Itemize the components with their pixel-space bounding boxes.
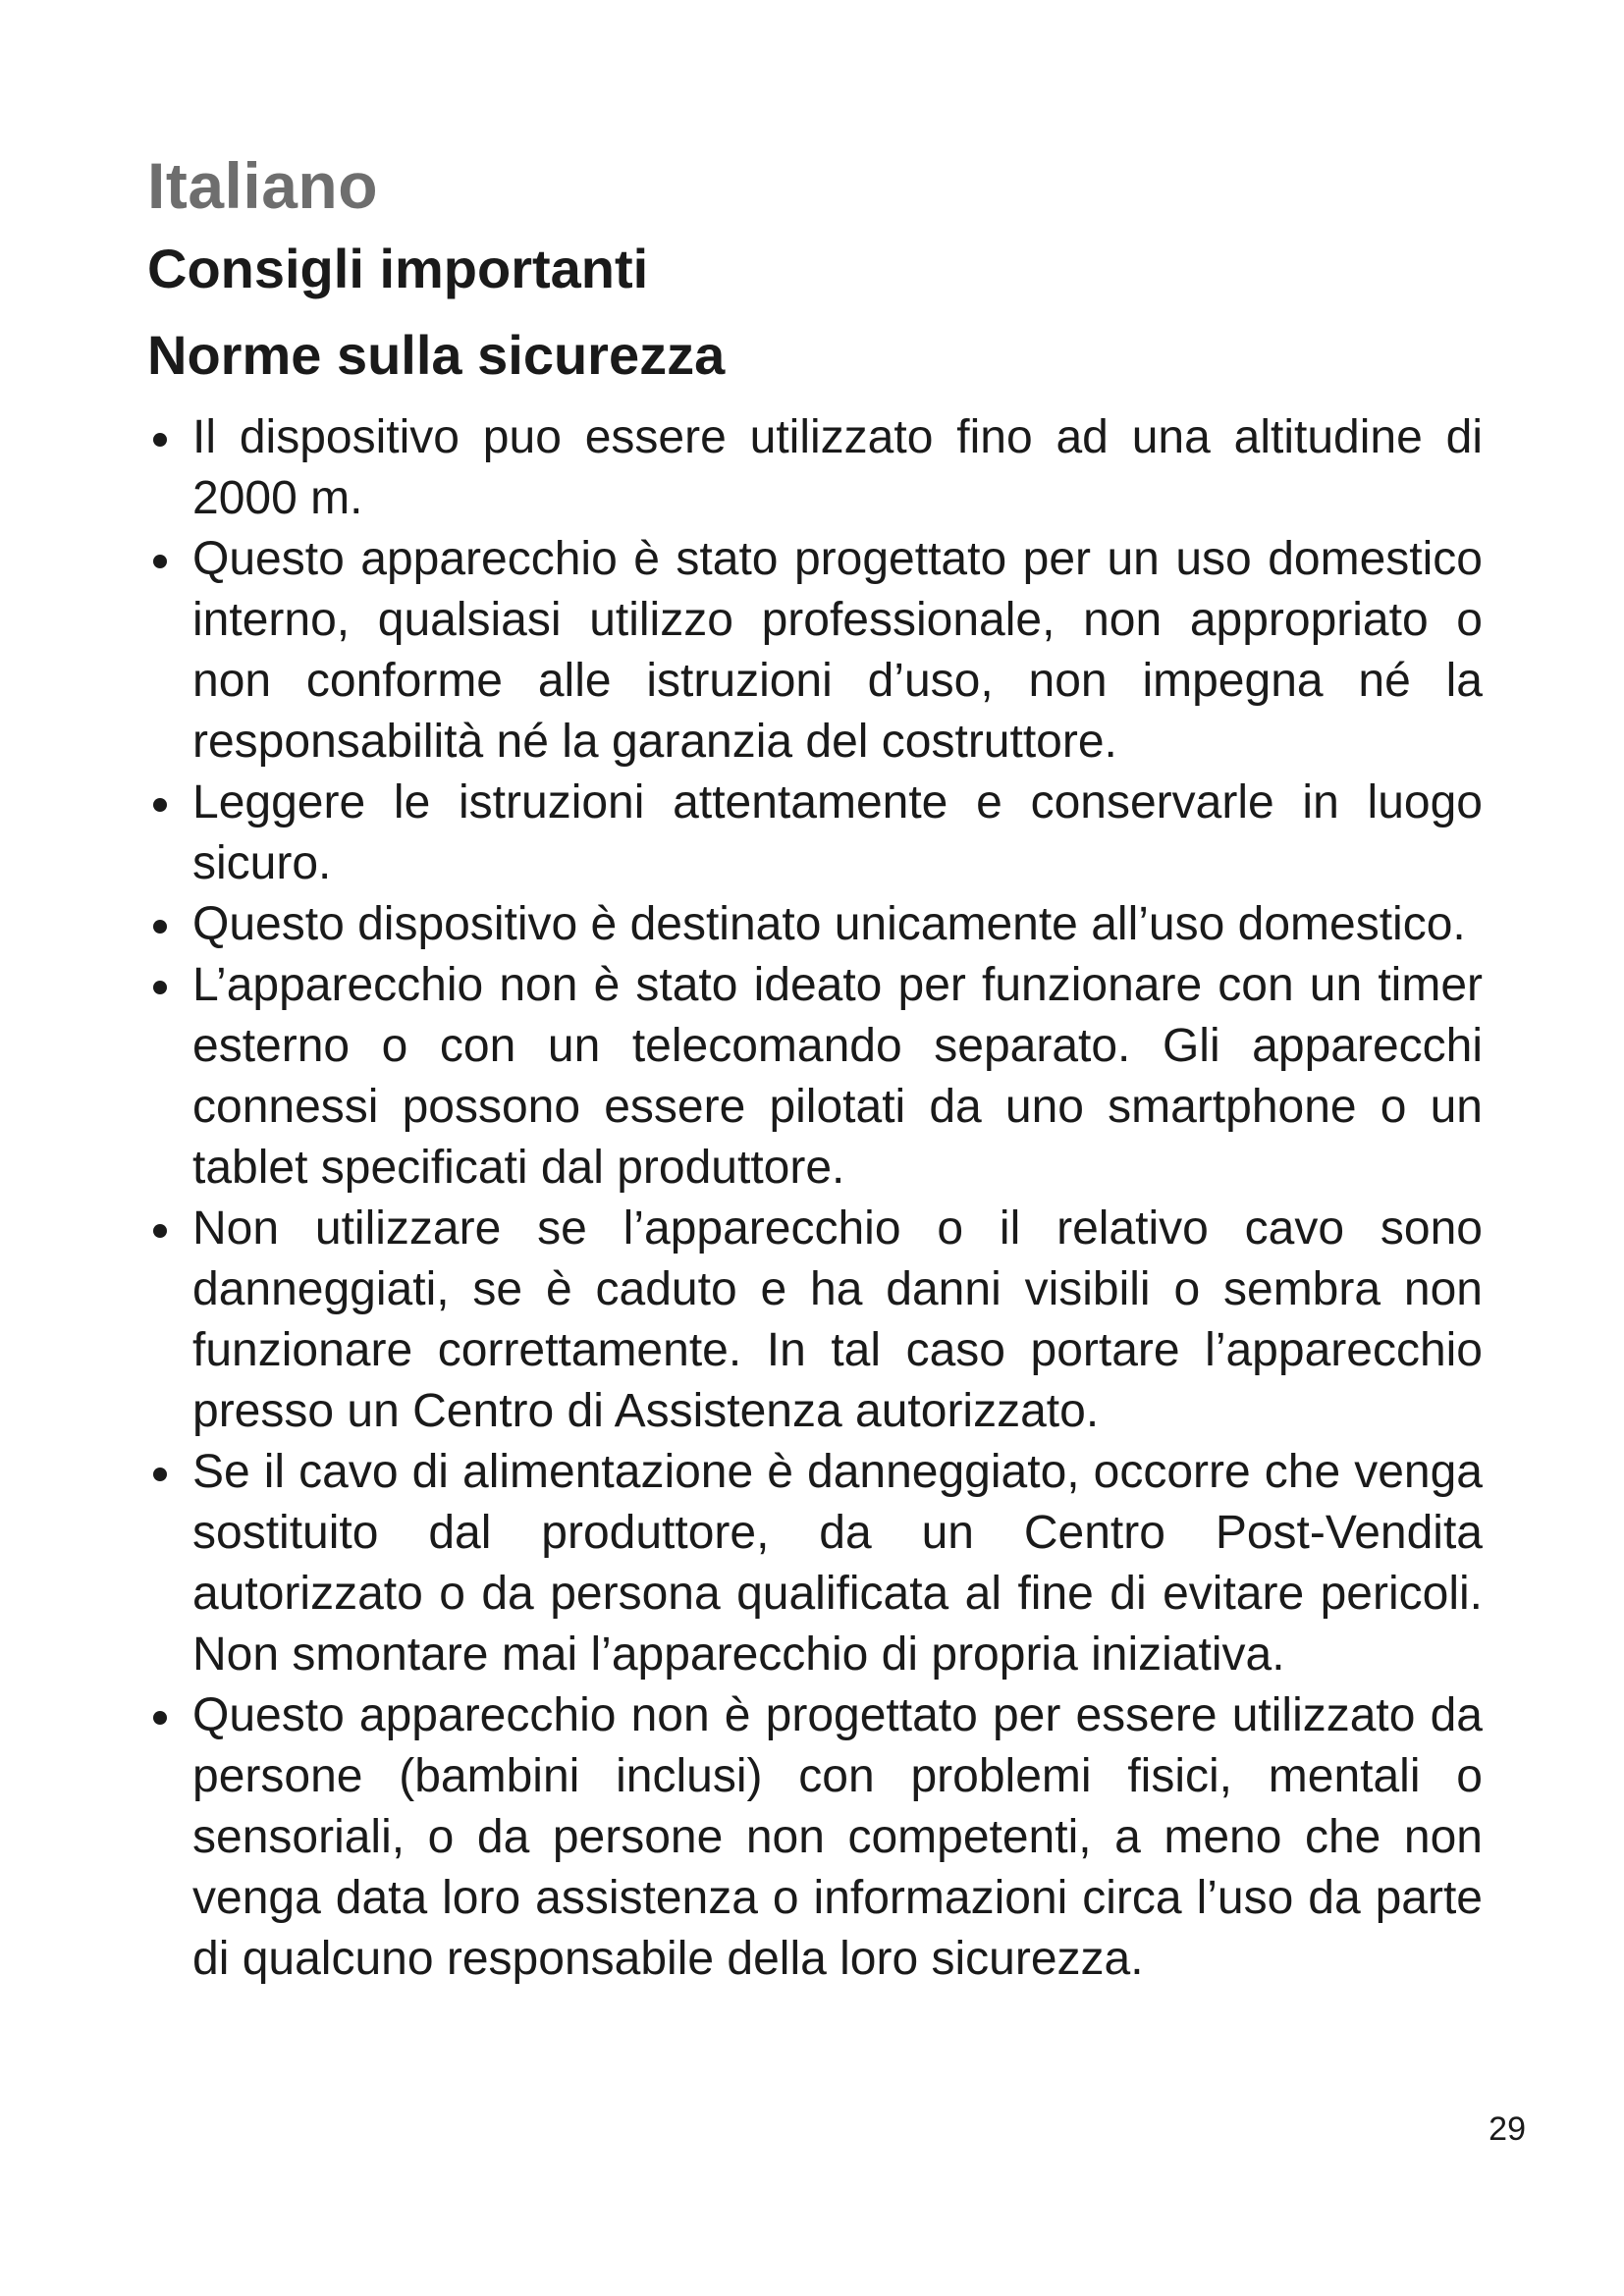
safety-rule [147,894,1483,955]
bullet-icon [153,1224,167,1238]
bullet-icon [153,555,167,568]
bullet-icon [153,433,167,447]
safety-rule-text: Leggere le istruzioni attentamente e conservarle in luogo sicuro. [192,776,1483,889]
safety-rule [147,1685,1483,1990]
safety-rule [147,407,1483,529]
page-number: 29 [1489,2110,1526,2148]
safety-rule-text: Questo apparecchio è stato progettato per un uso domestico interno, qualsiasi utilizzo professionale, non appropriato o non conforme alle istruzioni d’uso, non impegna né la responsabilità né la garanzia del costruttore. [192,533,1483,768]
safety-rule [147,529,1483,773]
safety-rule [147,1199,1483,1442]
bullet-icon [153,1711,167,1725]
bullet-icon [153,920,167,934]
bullet-icon [153,981,167,994]
safety-rule-text: Se il cavo di alimentazione è danneggiato, occorre che venga sostituito dal produttore, da un Centro Post-Vendita autorizzato o da persona qualificata al fine di evitare pericoli. Non smontare mai l’apparecchio di propria iniziativa. [192,1446,1483,1681]
bullet-icon [153,798,167,812]
safety-rule-text: Questo apparecchio non è progettato per essere utilizzato da persone (bambini inclusi) con problemi fisici, mentali o sensoriali, o da persone non competenti, a meno che non venga data loro assistenza o informazioni circa l’uso da parte di qualcuno responsabile della loro sicurezza. [192,1689,1483,1985]
subsection-title: Norme sulla sicurezza [147,324,726,386]
safety-rule [147,955,1483,1199]
safety-rule-text: L’apparecchio non è stato ideato per funzionare con un timer esterno o con un telecomando separato. Gli apparecchi connessi possono essere pilotati da uno smartphone o un tablet specificati dal produttore. [192,959,1483,1194]
safety-rule-text: Il dispositivo puo essere utilizzato fino ad una altitudine di 2000 m. [192,411,1483,524]
safety-rules-list [147,407,1483,1990]
bullet-icon [153,1468,167,1481]
section-title: Consigli importanti [147,238,649,299]
safety-rule [147,773,1483,894]
safety-rule-text: Non utilizzare se l’apparecchio o il relativo cavo sono danneggiati, se è caduto e ha danni visibili o sembra non funzionare correttamente. In tal caso portare l’apparecchio presso un Centro di Assistenza autorizzato. [192,1202,1483,1437]
language-title: Italiano [147,149,379,222]
safety-rule [147,1442,1483,1685]
safety-rule-text: Questo dispositivo è destinato unicamente all’uso domestico. [192,898,1466,950]
